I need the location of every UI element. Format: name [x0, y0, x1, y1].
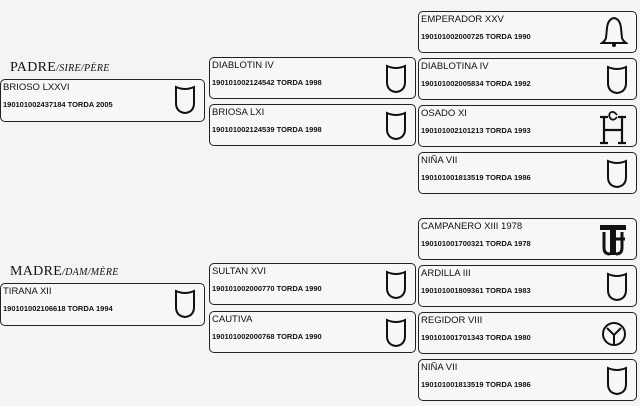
grandparent-registry: 190101002000768 TORDA 1990 — [212, 332, 322, 341]
shield-icon — [385, 318, 407, 348]
great-grandparent-card-8[interactable] — [418, 359, 637, 401]
grandparent-registry: 190101002124542 TORDA 1998 — [212, 78, 322, 87]
great-grandparent-registry: 190101001701343 TORDA 1980 — [421, 333, 531, 342]
great-grandparent-card-1[interactable] — [418, 11, 637, 53]
great-grandparent-registry: 190101002000725 TORDA 1990 — [421, 32, 531, 41]
brand-h-c-icon — [598, 109, 628, 145]
dam-name: TIRANA XII — [3, 286, 52, 297]
grandparent-card-3[interactable] — [209, 263, 416, 305]
grandparent-name: DIABLOTIN IV — [212, 60, 274, 71]
great-grandparent-name: ARDILLA III — [421, 268, 471, 279]
great-grandparent-card-4[interactable] — [418, 152, 637, 194]
grandparent-registry: 190101002000770 TORDA 1990 — [212, 284, 322, 293]
great-grandparent-name: REGIDOR VIII — [421, 315, 483, 326]
shield-icon — [606, 159, 628, 189]
grandparent-card-4[interactable] — [209, 311, 416, 353]
great-grandparent-card-6[interactable] — [418, 265, 637, 307]
shield-icon — [606, 65, 628, 95]
dam-sublabel: /DAM/MÈRE — [62, 267, 119, 278]
great-grandparent-registry: 190101002005834 TORDA 1992 — [421, 79, 531, 88]
grandparent-card-1[interactable] — [209, 57, 416, 99]
grandparent-name: BRIOSA LXI — [212, 107, 265, 118]
shield-icon — [174, 289, 196, 319]
sire-registry: 190101002437184 TORDA 2005 — [3, 100, 113, 109]
great-grandparent-name: EMPERADOR XXV — [421, 14, 504, 25]
brand-tf-icon — [598, 222, 628, 258]
great-grandparent-name: NIÑA VII — [421, 362, 458, 373]
shield-icon — [174, 85, 196, 115]
great-grandparent-name: OSADO XI — [421, 108, 467, 119]
shield-icon — [385, 111, 407, 141]
dam-card[interactable] — [0, 283, 205, 326]
dam-heading — [10, 264, 119, 280]
great-grandparent-name: DIABLOTINA IV — [421, 61, 489, 72]
shield-icon — [606, 366, 628, 396]
circle-y-icon — [600, 320, 628, 348]
sire-name: BRIOSO LXXVI — [3, 82, 70, 93]
sire-heading — [10, 60, 110, 76]
great-grandparent-name: NIÑA VII — [421, 155, 458, 166]
great-grandparent-registry: 190101001813519 TORDA 1986 — [421, 380, 531, 389]
grandparent-name: CAUTIVA — [212, 314, 253, 325]
sire-sublabel: /SIRE/PÈRE — [56, 63, 110, 74]
grandparent-name: SULTAN XVI — [212, 266, 267, 277]
sire-card[interactable] — [0, 79, 205, 122]
great-grandparent-registry: 190101001809361 TORDA 1983 — [421, 286, 531, 295]
great-grandparent-card-2[interactable] — [418, 58, 637, 100]
grandparent-registry: 190101002124539 TORDA 1998 — [212, 125, 322, 134]
sire-label: PADRE — [10, 60, 57, 75]
great-grandparent-name: CAMPANERO XIII 1978 — [421, 221, 523, 232]
bell-icon — [600, 16, 628, 48]
shield-icon — [606, 272, 628, 302]
great-grandparent-card-3[interactable] — [418, 105, 637, 147]
great-grandparent-registry: 190101001813519 TORDA 1986 — [421, 173, 531, 182]
shield-icon — [385, 270, 407, 300]
shield-icon — [385, 64, 407, 94]
great-grandparent-card-5[interactable] — [418, 218, 637, 260]
great-grandparent-registry: 190101002101213 TORDA 1993 — [421, 126, 531, 135]
great-grandparent-card-7[interactable] — [418, 312, 637, 354]
dam-registry: 190101002106618 TORDA 1994 — [3, 304, 113, 313]
great-grandparent-registry: 190101001700321 TORDA 1978 — [421, 239, 531, 248]
grandparent-card-2[interactable] — [209, 104, 416, 146]
dam-label: MADRE — [10, 264, 63, 279]
